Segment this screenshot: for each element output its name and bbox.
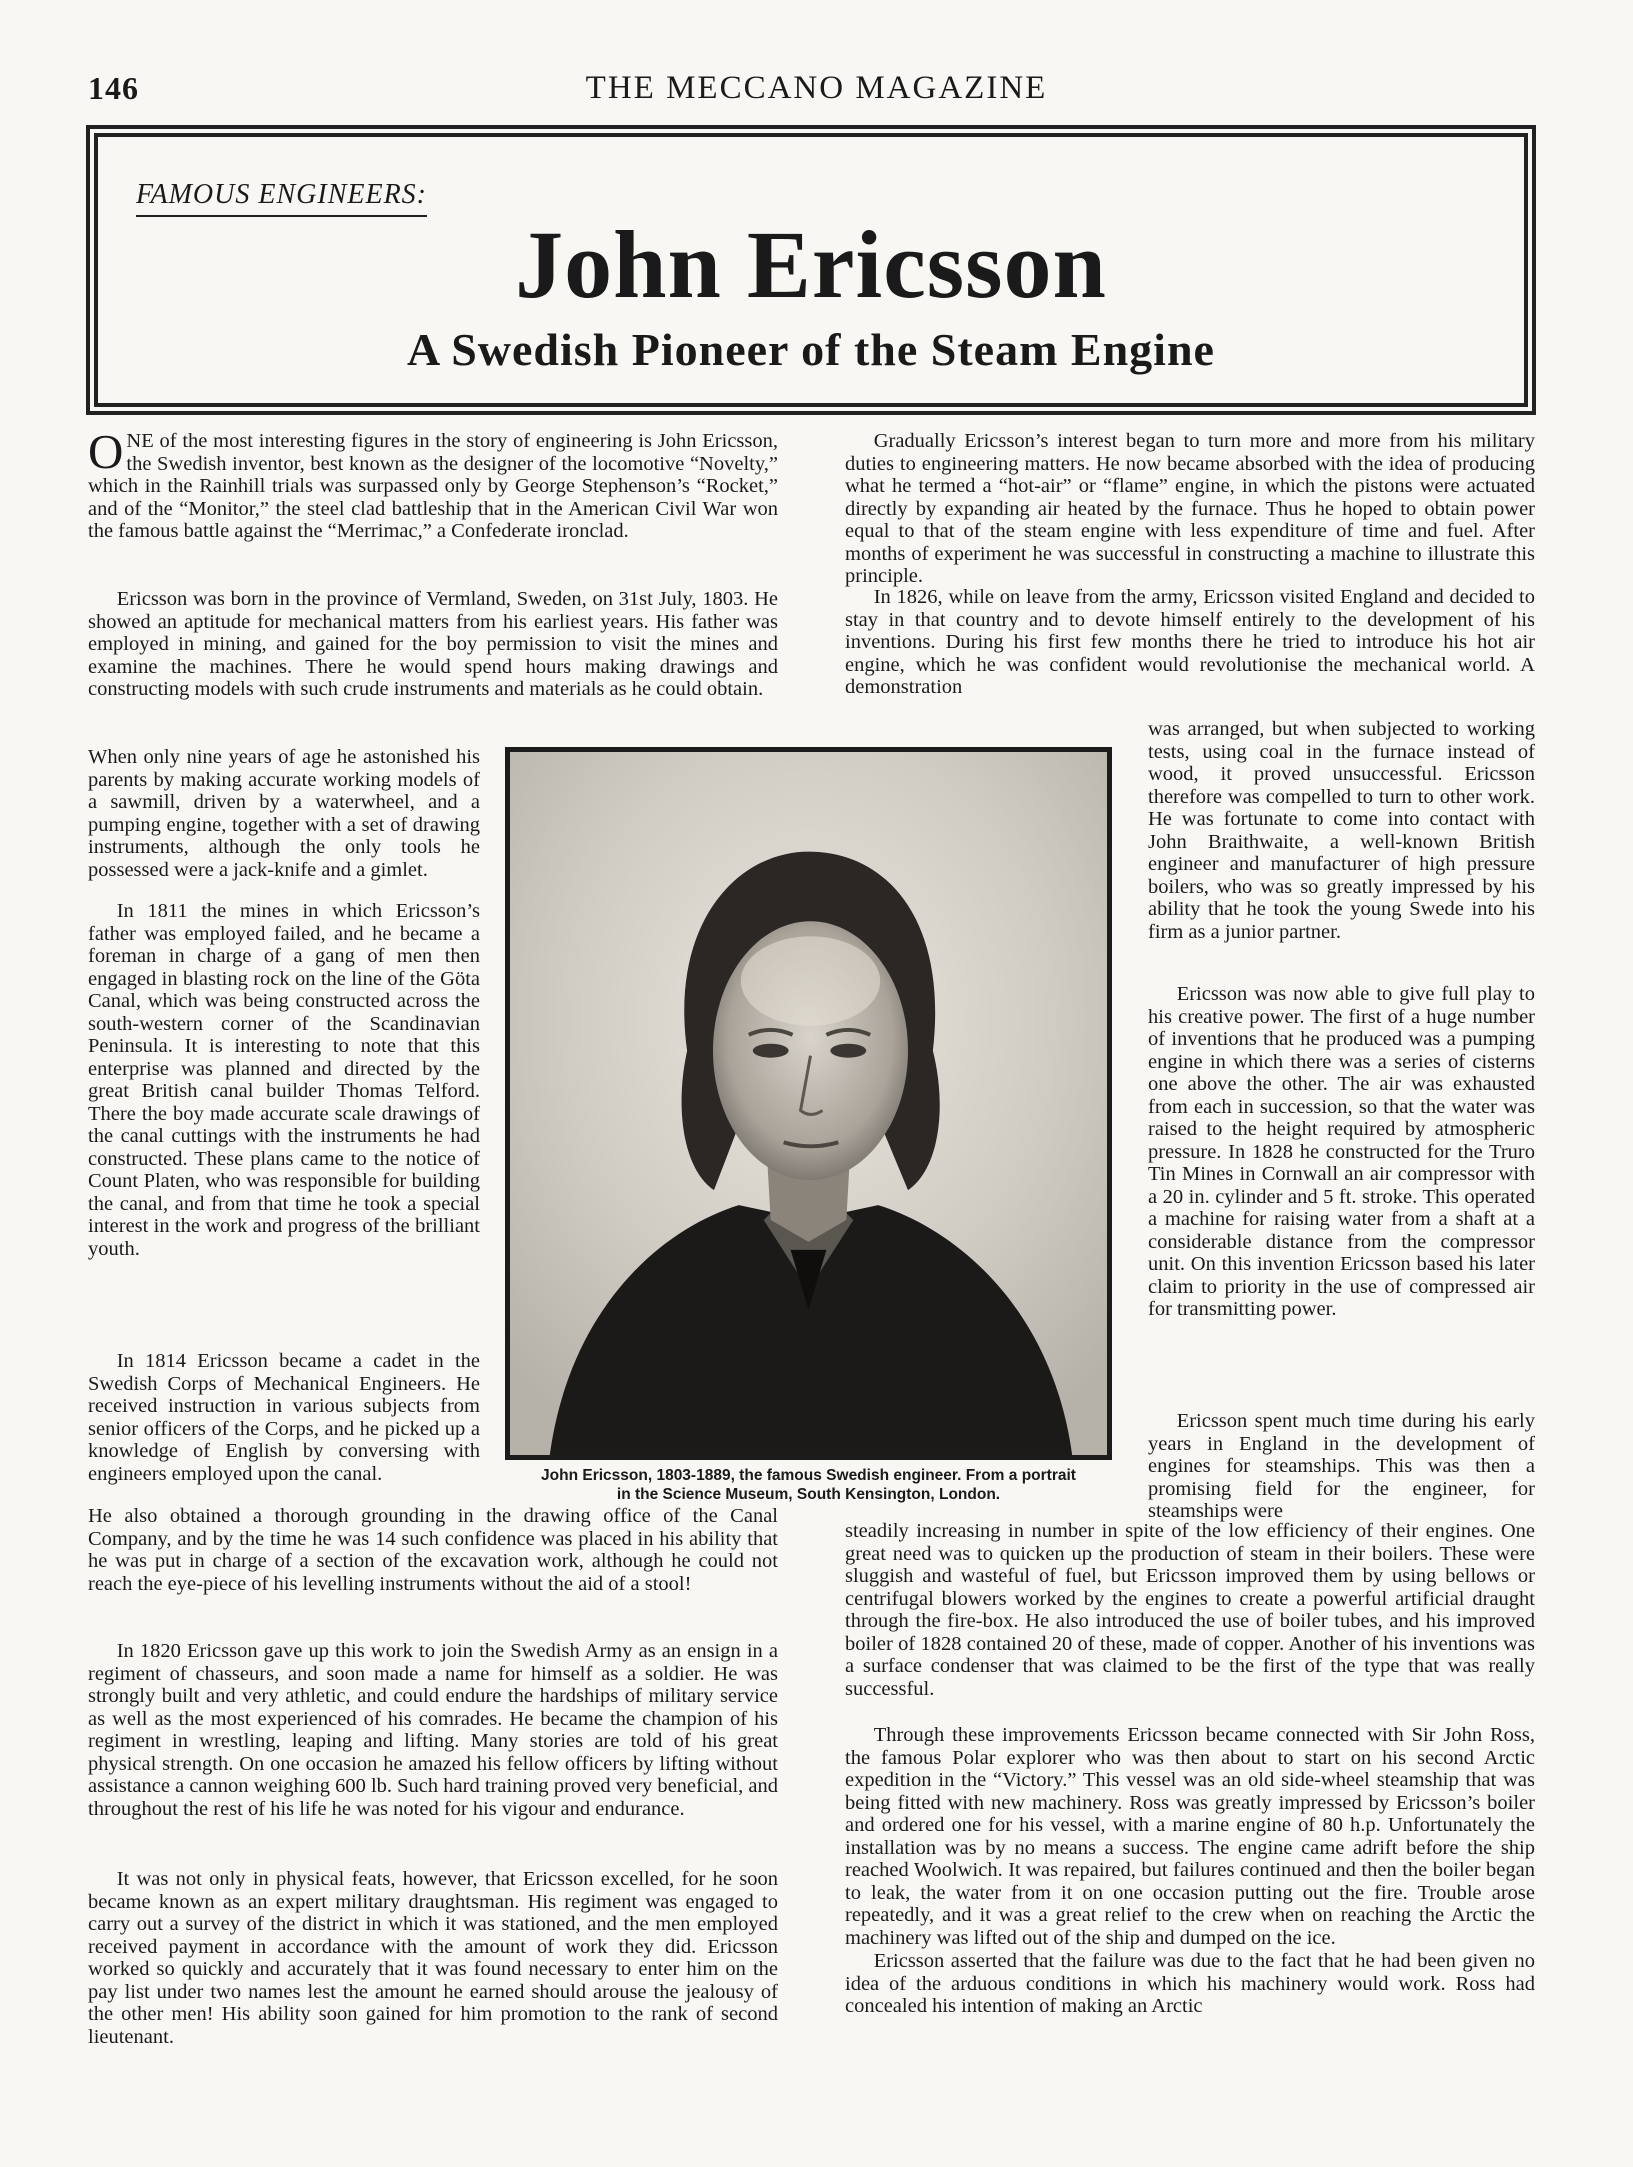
running-head [88,70,1545,110]
intro-text: of the most interesting figures in the story of engineering is John Ericsson, the Swedish inventor, best known as the designer of the locomotive “Novelty,” which in the Rainhill trials was surpassed only by George Stephenson’s “Rocket,” and of the “Monitor,” the steel clad battleship that in the American Civil War won the famous battle against the “Merrimac,” a Confederate ironclad. [88,430,778,542]
army-paragraph: In 1820 Ericsson gave up this work to join the Swedish Army as an ensign in a regiment of chasseurs, and soon made a name for himself as a soldier. He was strongly built and very athletic, and could endure the hardships of military service as well as the most experienced of his comrades. He became the champion of his regiment in wrestling, leaping and lifting. Many stories are told of his great physical strength. On one occasion he amazed his fellow officers by lifting without assistance a cannon weighing 600 lb. Such hard training proved very beneficial, and throughout the rest of his life he was noted for his vigour and endurance. [88,1640,778,1820]
england-paragraph-continued: was arranged, but when subjected to working tests, using coal in the furnace instead of wood, it proved unsuccessful. Ericsson therefore was compelled to turn to other work. He was fortunate to come into contact with John Braithwaite, a well-known British engineer and manufacturer of high pressure boilers, who was so greatly impressed by his ability that he took the young Swede into his firm as a junior partner. [1148,718,1535,943]
title-box [86,125,1536,415]
portrait-photo [505,747,1112,1460]
cadet-paragraph: In 1814 Ericsson became a cadet in the Swedish Corps of Mechanical Engineers. He received instruction in various subjects from senior officers of the Corps, and he picked up a knowledge of English by conversing with engineers employed upon the canal. [88,1350,480,1485]
series-label: FAMOUS ENGINEERS: [136,179,427,217]
pumping-engine-paragraph: Ericsson was now able to give full play to his creative power. The first of a huge number of inventions that he produced was a pumping engine in which there was a series of cisterns one above the other. The air was exhausted from each in succession, so that the water was raised to the height required by atmospheric pressure. In 1828 he constructed for the Truro Tin Mines in Cornwall an air compressor with a 20 in. cylinder and 5 ft. stroke. This operated a machine for raising water from a shaft at a considerable distance from the compressor unit. On this invention Ericsson based his later claim to priority in the use of compressed air for transmitting power. [1148,983,1535,1320]
birth-paragraph: Ericsson was born in the province of Vermland, Sweden, on 31st July, 1803. He showed an aptitude for mechanical matters from his earliest years. His father was employed in mining, and gained for the boy permission to visit the mines and examine the machines. There he would spend hours making drawings and constructing models with such crude instruments and materials as he could obtain. [88,588,778,700]
ross-paragraph: Through these improvements Ericsson became connected with Sir John Ross, the famous Polar explorer who was then about to start on his second Arctic expedition in the “Victory.” This vessel was an old side-wheel steamship that was being fitted with new machinery. Ross was greatly impressed by Ericsson’s boiler and ordered one for his vessel, with a marine engine of 80 h.p. Unfortunately the installation was by no means a success. The engine came adrift before the ship reached Woolwich. It was repaired, but failures continued and then the boiler began to leak, the water from it on one occasion putting out the fire. Trouble arose repeatedly, and it was a great relief to the crew when on reaching the Arctic the machinery was lifted out of the ship and dumped on the ice. [845,1724,1535,1949]
england-paragraph: In 1826, while on leave from the army, Ericsson visited England and decided to stay in that country and to devote himself entirely to the development of his inventions. During his first few months there he tried to introduce his hot air engine, which he was confident would revolutionise the mechanical world. A demonstration [845,586,1535,698]
birth-paragraph-continued: When only nine years of age he astonished his parents by making accurate working models of a sawmill, driven by a waterwheel, and a pumping engine, together with a set of drawing instruments, although the only tools he possessed were a jack-knife and a gimlet. [88,746,480,881]
headline: John Ericsson [515,211,1107,318]
subheadline: A Swedish Pioneer of the Steam Engine [407,324,1215,375]
magazine-title: THE MECCANO MAGAZINE [585,70,1048,106]
hot-air-paragraph: Gradually Ericsson’s interest began to turn more and more from his military duties to engineering matters. He now became absorbed with the idea of producing what he termed a “hot-air” or “flame” engine, in which the pistons were actuated directly by expanding air heated by the furnace. Thus he hoped to obtain power equal to that of the steam engine with less expenditure of time and fuel. After months of experiment he was successful in constructing a machine to illustrate this principle. [845,430,1535,587]
mines-paragraph: In 1811 the mines in which Ericsson’s father was employed failed, and he became a foreman in charge of a gang of men then engaged in blasting rock on the line of the Göta Canal, which was being constructed across the south-western corner of the Scandinavian Peninsula. It is interesting to note that this enterprise was planned and directed by the great British canal builder Thomas Telford. There the boy made accurate scale drawings of the canal cuttings with the instruments he had constructed. These plans came to the notice of Count Platen, who was responsible for building the canal, and from that time he took a special interest in the work and progress of the brilliant youth. [88,900,480,1260]
portrait-image [510,752,1107,1455]
photo-caption [505,1466,1112,1504]
page-number: 146 [88,70,139,106]
intro-first-word: NE [126,430,154,452]
photo-caption-line-1: John Ericsson, 1803-1889, the famous Swedish engineer. From a portrait [541,1467,1076,1484]
failure-paragraph: Ericsson asserted that the failure was due to the fact that he had been given no idea of the arduous conditions in which his machinery would work. Ross had concealed his intention of making an Arctic [845,1950,1535,2017]
intro-paragraph [88,424,778,543]
draughtsman-paragraph: It was not only in physical feats, however, that Ericsson excelled, for he soon became known as an expert military draughtsman. His regiment was engaged to carry out a survey of the district in which it was stationed, and the men employed received payment in accordance with the amount of work they did. Ericsson worked so quickly and accurately that it was found necessary to enter him on the pay list under two names lest the amount he earned should arouse the jealousy of the other men! His ability soon gained for him promotion to the rank of second lieutenant. [88,1868,778,2048]
drop-cap: O [88,424,124,479]
photo-caption-line-2: in the Science Museum, South Kensington, London. [616,1486,1001,1503]
steamship-paragraph-continued: steadily increasing in number in spite of the low efficiency of their engines. One great need was to quicken up the production of steam in their boilers. These were sluggish and wasteful of fuel, but Ericsson improved them by using bellows or centrifugal blowers worked by the engines to create a powerful artificial draught through the fire-box. He also introduced the use of boiler tubes, and his improved boiler of 1828 contained 20 of these, made of copper. Another of his inventions was a surface condenser that was claimed to be the first of the type that was really successful. [845,1520,1535,1700]
cadet-paragraph-continued: He also obtained a thorough grounding in the drawing office of the Canal Company, and by the time he was 14 such confidence was placed in his ability that he was put in charge of a section of the excavation work, although he could not reach the eye-piece of his levelling instruments without the aid of a stool! [88,1505,778,1595]
steamship-paragraph: Ericsson spent much time during his early years in England in the development of engines for steamships. This was then a promising field for the engineer, for steamships were [1148,1410,1535,1522]
